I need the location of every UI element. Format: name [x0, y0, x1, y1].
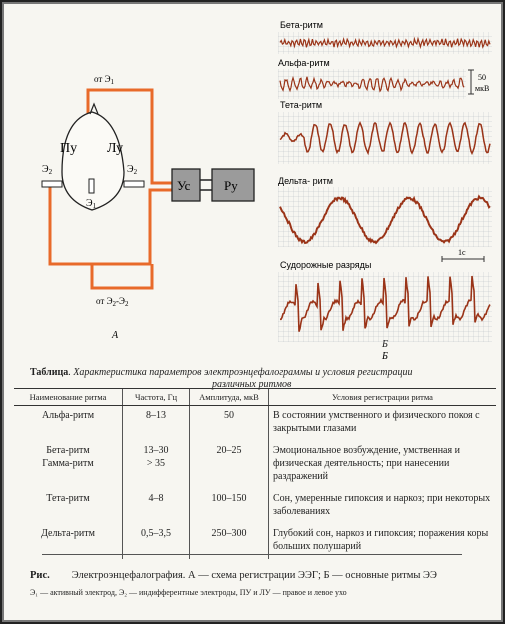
table-title-line2: различных ритмов — [212, 379, 292, 390]
table-bottom-rule — [42, 554, 462, 555]
theta-grid — [278, 112, 492, 164]
svg-text:50: 50 — [478, 73, 486, 82]
table-header-row — [14, 389, 496, 406]
cell-amplitude: 50 — [190, 406, 269, 442]
delta-label: Дельта- ритм — [278, 176, 333, 186]
eeg-parameters-table — [14, 388, 496, 559]
wire-amp-to-recorder — [200, 180, 212, 190]
cell-frequency: 0,5–3,5 — [123, 524, 190, 559]
amplitude-scale-bar — [468, 70, 489, 94]
table-row — [14, 406, 496, 442]
cell-conditions: Сон, умеренные гипоксия и наркоз; при некоторых заболеваниях — [269, 489, 497, 524]
panel-a-label: А — [112, 330, 119, 341]
cell-frequency: 4–8 — [123, 489, 190, 524]
table-title-word: Таблица — [30, 367, 69, 378]
cell-name: Дельта-ритм — [41, 528, 95, 539]
table-row — [14, 489, 496, 524]
header-rhythm-name: Наименование ритма — [14, 389, 123, 406]
cell-conditions: Глубокий сон, наркоз и гипоксия; поражения коры больших полушарий — [269, 524, 497, 559]
svg-text:мкВ: мкВ — [475, 84, 490, 93]
seizure-label: Судорожные разряды — [280, 260, 372, 270]
alpha-label: Альфа-ритм — [278, 58, 330, 68]
header-frequency: Частота, Гц — [123, 389, 190, 406]
panel-b-label: Б — [382, 351, 388, 362]
svg-text:1с: 1с — [458, 248, 466, 257]
beta-label: Бета-ритм — [280, 20, 323, 30]
left-ear-electrode — [42, 181, 62, 187]
right-ear-electrode — [124, 181, 144, 187]
recorder-label: Ру — [224, 178, 238, 193]
head-outline — [62, 104, 124, 210]
label-left-ear-lu: Лу — [107, 141, 124, 156]
cell-frequency: 8–13 — [123, 406, 190, 442]
figure-label: Рис. — [30, 570, 50, 581]
eeg-recording-scheme — [2, 2, 272, 347]
header-conditions: Условия регистрации ритма — [269, 389, 497, 406]
cell-frequency: 13–30 > 35 — [123, 441, 190, 489]
cell-name: Тета-ритм — [46, 493, 90, 504]
cell-name: Альфа-ритм — [41, 410, 95, 421]
figure-caption-text: Электроэнцефалография. А — схема регистрации ЭЭГ; Б — основные ритмы ЭЭ — [71, 570, 437, 581]
cell-conditions: Эмоциональное возбуждение, умственная и физическая деятельность; при нанесении раздражений — [269, 441, 497, 489]
active-electrode-marker — [89, 179, 94, 193]
label-center-e1: $Э_1$ — [86, 198, 97, 210]
cell-amplitude: 250–300 — [190, 524, 269, 559]
cell-name: Бета-ритм Гамма-ритм — [42, 445, 94, 469]
label-bottom-electrodes: от $Э_2-Э_2$ — [96, 296, 129, 308]
wire-bottom-loop — [92, 264, 152, 288]
panel-b-label-visible: Б — [382, 339, 388, 350]
label-right-e2: $Э_2$ — [127, 164, 138, 176]
label-right-ear-pu: Пу — [60, 141, 78, 156]
figure-caption — [30, 570, 437, 581]
table-title — [30, 367, 413, 378]
eeg-rhythms-panel — [274, 2, 502, 362]
cell-amplitude: 100–150 — [190, 489, 269, 524]
cell-amplitude: 20–25 — [190, 441, 269, 489]
theta-label: Тета-ритм — [280, 100, 323, 110]
label-top-electrode: от $Э_1$ — [94, 74, 115, 86]
table-title-text: . Характеристика параметров электроэнцефалограммы и условия регистрации — [68, 367, 413, 378]
table-row — [14, 441, 496, 489]
label-left-e2: $Э_2$ — [42, 164, 53, 176]
cell-conditions: В состоянии умственного и физического покоя с закрытыми глазами — [269, 406, 497, 442]
amplifier-label: Ус — [177, 178, 191, 193]
header-amplitude: Амплитуда, мкВ — [190, 389, 269, 406]
figure-caption-legend: Э₁ — активный электрод, Э₂ — индифферентные электроды, ПУ и ЛУ — правое и левое ухо — [30, 588, 347, 597]
time-scale-bar — [442, 248, 484, 262]
